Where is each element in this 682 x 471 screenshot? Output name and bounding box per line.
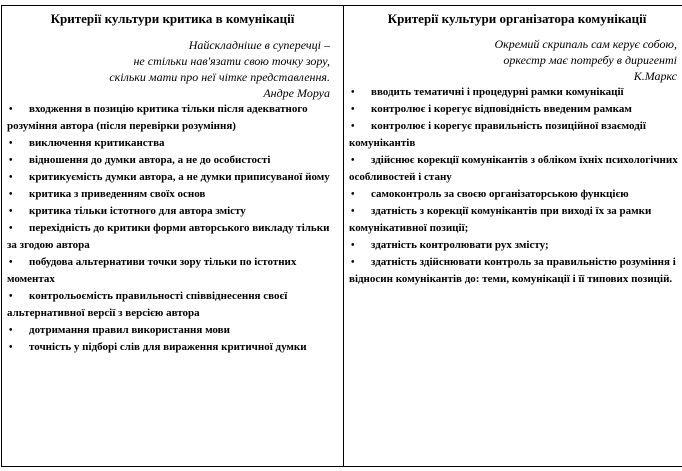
list-item: [349, 152, 682, 186]
list-item-text: виключення критиканства: [29, 137, 165, 149]
list-item: [7, 101, 338, 135]
list-item-text: здійснює корекції комунікантів з обліком їхніх психологічних особливостей і стану: [349, 154, 678, 183]
bullet-icon: •: [9, 342, 13, 353]
organizer-criteria-title: Критерії культури організатора комунікації: [387, 11, 647, 26]
list-item-text: перехідність до критики форми авторського викладу тільки за згодою автора: [7, 222, 330, 251]
bullet-icon: •: [351, 257, 355, 268]
list-item-text: критика тільки істотного для автора змісту: [29, 205, 246, 217]
list-item-text: здатність контролювати рух змісту;: [371, 239, 549, 251]
list-item: [7, 254, 338, 288]
list-item: [7, 169, 338, 186]
list-item: [349, 254, 682, 288]
bullet-icon: •: [9, 189, 13, 200]
list-item: [349, 84, 682, 101]
list-item: [7, 186, 338, 203]
bullet-icon: •: [9, 325, 13, 336]
epigraph-line: оркестр має потребу в диригенті: [503, 53, 677, 67]
bullet-icon: •: [9, 138, 13, 149]
bullet-icon: •: [9, 172, 13, 183]
bullet-icon: •: [9, 291, 13, 302]
list-item: [7, 322, 338, 339]
list-item-text: дотримання правил використання мови: [29, 324, 230, 336]
list-item-text: входження в позицію критика тільки після адекватного розуміння автора (після перевірки розуміння): [7, 103, 308, 132]
bullet-icon: •: [351, 189, 355, 200]
bullet-icon: •: [9, 155, 13, 166]
bullet-icon: •: [351, 155, 355, 166]
bullet-icon: •: [351, 206, 355, 217]
list-item-text: відношення до думки автора, а не до особистості: [29, 154, 271, 166]
bullet-icon: •: [351, 87, 355, 98]
list-item: [349, 118, 682, 152]
list-item-text: контролює і корегує правильність позиційної взаємодії комунікантів: [349, 120, 646, 149]
critic-epigraph: [7, 37, 338, 101]
list-item-text: критика з приведенням своїх основ: [29, 188, 206, 200]
list-item-text: здатність здійснювати контроль за правильністю розуміння і відносин комунікантів до: теми, комунікації і її типових позицій.: [349, 256, 676, 285]
list-item-text: контролює і корегує відповідність введеним рамкам: [371, 103, 632, 115]
list-item: [7, 203, 338, 220]
list-item: [349, 101, 682, 118]
critic-criteria-title: Критерії культури критика в комунікації: [50, 11, 295, 26]
table-row: [2, 6, 682, 467]
bullet-icon: •: [351, 121, 355, 132]
list-item: [7, 135, 338, 152]
epigraph-line: скільки мати про неї чітке представлення.: [109, 70, 330, 84]
organizer-criteria-column: [344, 6, 682, 467]
list-item: [349, 186, 682, 203]
list-item: [349, 237, 682, 254]
list-item-text: самоконтроль за своєю організаторською функцією: [371, 188, 629, 200]
bullet-icon: •: [351, 104, 355, 115]
critic-criteria-list: [7, 101, 338, 356]
epigraph-line: не стільки нав'язати свою точку зору,: [133, 54, 330, 68]
list-item: [7, 220, 338, 254]
epigraph-line: Окремий скрипаль сам керує собою,: [494, 37, 677, 51]
epigraph-author: Андре Моруа: [263, 86, 330, 100]
bullet-icon: •: [9, 206, 13, 217]
list-item: [7, 288, 338, 322]
bullet-icon: •: [9, 104, 13, 115]
bullet-icon: •: [9, 257, 13, 268]
list-item-text: побудова альтернативи точки зору тільки по істотних моментах: [7, 256, 297, 285]
list-item-text: точність у підборі слів для вираження критичної думки: [29, 341, 307, 353]
critic-criteria-column: [2, 6, 344, 467]
list-item: [7, 152, 338, 169]
epigraph-author: К.Маркс: [633, 69, 677, 83]
bullet-icon: •: [351, 240, 355, 251]
list-item: [7, 339, 338, 356]
list-item-text: здатність з корекції комунікантів при виході їх за рамки комунікативної позиції;: [349, 205, 652, 234]
list-item-text: контрольоємість правильності співвіднесення своєї альтернативної версії з версією автора: [7, 290, 288, 319]
organizer-epigraph: [349, 36, 682, 84]
organizer-criteria-list: [349, 84, 682, 288]
list-item-text: критикуємість думки автора, а не думки приписуваної йому: [29, 171, 330, 183]
criteria-table: [1, 5, 682, 467]
list-item: [349, 203, 682, 237]
epigraph-line: Найскладніше в суперечці –: [188, 38, 330, 52]
list-item-text: вводить тематичні і процедурні рамки комунікації: [371, 86, 624, 98]
bullet-icon: •: [9, 223, 13, 234]
